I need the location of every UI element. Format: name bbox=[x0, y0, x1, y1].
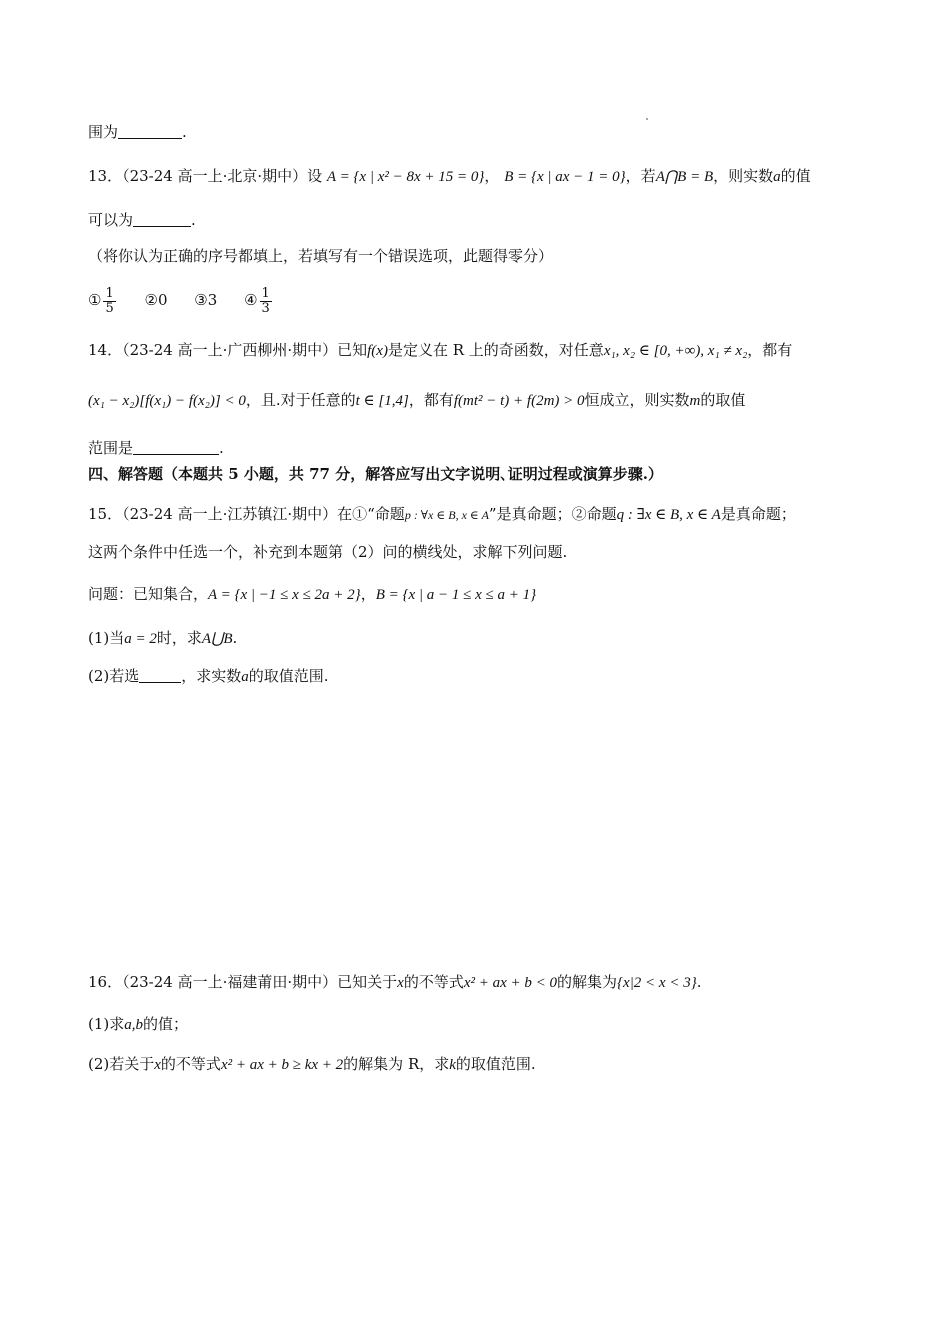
q15-problem: 问题：已知集合，A = {x | −1 ≤ x ≤ 2a + 2}，B = {x | a − 1 ≤ x ≤ a + 1} bbox=[88, 585, 537, 603]
q14-line3: 范围是 . bbox=[88, 439, 224, 457]
q13-note: （将你认为正确的序号都填上，若填写有一个错误选项，此题得零分） bbox=[88, 247, 554, 265]
answer-blank[interactable] bbox=[133, 438, 219, 455]
q13-line2: 可以为 . bbox=[88, 211, 196, 229]
q13-options bbox=[88, 282, 864, 318]
option-1: ① $\frac{1}{5}$ bbox=[88, 285, 114, 316]
answer-blank[interactable] bbox=[133, 210, 191, 227]
q16-part1: (1)求a,b的值； bbox=[88, 1015, 189, 1033]
set-b-expr: B = {x | ax − 1 = 0} bbox=[504, 169, 626, 185]
section-heading: 四、解答题（本题共 5 小题，共 77 分，解答应写出文字说明､证明过程或演算步骤.） bbox=[88, 465, 663, 483]
q15-part2: (2)若选 ，求实数a的取值范围. bbox=[88, 667, 329, 685]
option-2: ②0 bbox=[144, 291, 168, 309]
q14-line2: (x₁ − x₂)[f(x₁) − f(x₂)] < 0，且.对于任意的t ∈ [1,4]，都有f(mt² − t) + f(2m) > 0恒成立，则实数m的取值 bbox=[88, 391, 746, 409]
option-3: ③3 bbox=[194, 291, 218, 309]
answer-blank[interactable] bbox=[139, 666, 181, 683]
q16-line1: 16．（23-24 高一上·福建莆田·期中）已知关于x的不等式x² + ax + b < 0的解集为{x|2 < x < 3}. bbox=[88, 973, 702, 991]
answer-blank[interactable] bbox=[118, 122, 182, 139]
condition-expr: A⋂B = B bbox=[655, 169, 714, 185]
q15-line2: 这两个条件中任选一个，补充到本题第（2）问的横线处，求解下列问题. bbox=[88, 543, 568, 561]
q13-line1: 13．（23-24 高一上·北京·期中）设 A = {x | x² − 8x + 15 = 0}， B = {x | ax − 1 = 0}，若A⋂B = B，则实数a的值 bbox=[88, 167, 811, 185]
option-4: ④ $\frac{1}{3}$ bbox=[244, 285, 270, 316]
q15-line1: 15．（23-24 高一上·江苏镇江·期中）在①“命题p : ∀x ∈ B, x ∈ A”是真命题；②命题q : ∃x ∈ B, x ∈ A是真命题； bbox=[88, 505, 796, 523]
q12-tail: 围为 . bbox=[88, 123, 187, 141]
q16-part2: (2)若关于x的不等式x² + ax + b ≥ kx + 2的解集为 R，求k的取值范围. bbox=[88, 1055, 536, 1073]
q14-line1: 14．（23-24 高一上·广西柳州·期中）已知f(x)是定义在 R 上的奇函数，对任意x₁, x₂ ∈ [0, +∞), x₁ ≠ x₂，都有 bbox=[88, 341, 793, 359]
q12-tail-text: 围为 bbox=[88, 123, 119, 141]
q15-part1: (1)当a = 2时，求A⋃B. bbox=[88, 629, 238, 647]
set-a-expr: A = {x | x² − 8x + 15 = 0} bbox=[326, 169, 485, 185]
